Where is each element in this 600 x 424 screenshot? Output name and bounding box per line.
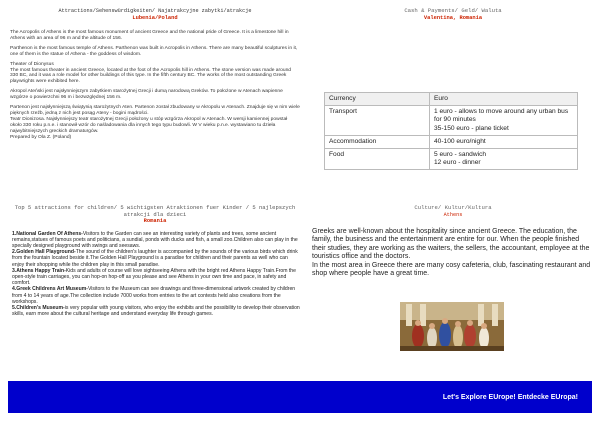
table-row [325, 135, 578, 148]
list-item-text: Visitors to the Garden can see an interesting variety of plants and trees, some ancient remains,statues of famous poets and politicians, a sundial, ponds with ducks and fish, a small zoo.Children also can play in the specially designed playground with swings and seesaws. [12, 230, 298, 249]
culture-panel [312, 205, 594, 351]
list-item-text: The sound of the children's laughter is accompanied by the sounds of the various birds which drink from the fountain located beside it.The Golden Hall Playground is a paradise for children and their parents as well who can enjoy their shopping while the children play in this small paradise. [12, 249, 298, 268]
children-panel [10, 205, 300, 351]
culture-subtitle: Athens [443, 211, 463, 218]
table-cell: 1 euro - allows to move around any urban bus for 90 minutes 35-150 euro - plane ticket [430, 106, 578, 136]
list-item-text: Visitors to the Museum can see drawings and three-dimensional artwork created by children from 4 to 14 years of age.The collection include 7000 works from entries to the art contests held also creations from the workshops. [12, 286, 296, 305]
table-header-cell: Currency [325, 93, 430, 106]
list-item [12, 268, 300, 287]
list-item [12, 249, 300, 268]
list-item-head: 1.National Garden Of Athens- [12, 230, 83, 237]
list-item [12, 286, 300, 305]
table-cell: 5 euro - sandwich 12 euro - dinner [430, 149, 578, 170]
culture-body [312, 228, 594, 278]
money-table [324, 92, 578, 170]
attractions-paragraph: Partenon jest najsłynniejszą świątynią starożytnych Aten. Partenon został zbudowany w Akropolu w Atenach. Znajduje się w nim wiele pięknych rzeźb, jedną z nich jest posąg Ateny - bogini mądrości. [10, 105, 300, 116]
attractions-subtitle: Lubenia/Poland [132, 14, 178, 21]
culture-title: Culture/ Kultur/Kultura [414, 205, 492, 211]
footer-banner [8, 381, 592, 413]
attractions-body [10, 30, 300, 141]
table-header-row [325, 93, 578, 106]
attractions-paragraph: Theater of Dionysus The most famous theater in ancient Greece, located at the foot of the Acropolis hill in Athens. The stone version was made around 330 BC, and it was a role model for other buildings of this type. In the fifth century BC. The works of the most outstanding Greek playwrights were exhibited here. [10, 61, 292, 85]
attractions-paragraph: Parthenon is the most famous temple of Athens. Parthenon was built in Acropolis in Athens. There are many beautiful sculptures in it, one of them is the statue of Athena - the goddess of wisdom. [10, 45, 298, 57]
table-row [325, 106, 578, 136]
list-item-head: 5.Children's Museum- [12, 304, 65, 311]
table-cell: 40-100 euro/night [430, 135, 578, 148]
footer-slogan: Let's Explore EUrope! Entdecke EUropa! [442, 393, 578, 401]
money-title: Cash & Payments/ Geld/ Waluta [404, 7, 502, 14]
list-item [12, 231, 300, 250]
attractions-title: Attractions/Sehenswürdigkeiten/ Najatrakcyjne zabytki/atrakcje [58, 8, 252, 14]
table-cell: Transport [325, 106, 430, 136]
money-subtitle: Valentina, Romania [423, 14, 483, 21]
list-item-head: 3.Athens Happy Train- [12, 267, 66, 274]
list-item-head: 2.Golden Hall Playground- [12, 249, 76, 256]
list-item-text: is very popular with young visitors, who enjoy the exhibits and the possibility to develop their observation skills, earn more about the cultural heritage and understand everyday life through games. [12, 304, 300, 318]
greek-painting-image [400, 302, 504, 351]
money-panel [312, 8, 594, 198]
table-cell: Accommodation [325, 135, 430, 148]
children-subtitle: Romania [143, 218, 167, 224]
table-row [325, 149, 578, 170]
culture-paragraph: In the most area in Greece there are many cosy cafeteria, club, fascinating restaurant and shop where people have a great time. [312, 261, 591, 278]
attractions-paragraph: Teatr Dionizosa. Najsłynniejszy teatr starożytnej Grecji położony u stóp wzgórza Akropol w Atenach. W wersji kamiennej powstał około 330 roku p.n.e. i stanowił wzór do naśladowania dla innych tego typu budowli. W V wieku p.n.e. wystawiano tu dzieła najwybitniejszych greckich dramaturgów. [10, 116, 288, 134]
table-cell: Food [325, 149, 430, 170]
children-title: Top 5 attractions for children/ 5 wichtigsten Atraktionen fuer Kinder / 5 najlepszych atrakcji dla dzieci [14, 205, 296, 218]
attractions-credit: Prepared by Ola Z. (Poland) [10, 134, 72, 140]
attractions-paragraph: Akropol Ateński jest najsłynniejszym zabytkiem starożytnej Grecji i dumą narodową Greków. To położone w Atenach wapienne wzgórze o powierzchni 96 m i bezwzględnej 156 m. [10, 89, 283, 101]
list-item-head: 4.Greek Childrens Art Museum- [12, 286, 88, 293]
table-header-cell: Euro [430, 93, 578, 106]
attractions-paragraph: The Acropolis of Athens is the most famous monument of ancient Greece and the national pride of Greece. It is a limestone hill in Athens with an area of 96 m and the altitude of 156. [10, 30, 289, 41]
list-item [12, 305, 300, 317]
culture-paragraph: Greeks are well-known about the hospitality since ancient Greece. The education, the family, the business and the entertainment are entire for our. When the people finished their studies, they are working as the waiters, the sellers, the accountant, employee at the touristics office and the doctors. [312, 228, 590, 261]
list-item-text: Kids and adults of course will love sightseeing Athens with the bright red Athens Happy Train.From the open-style train carriages, you can hop-on hop-off as you please and see Athens in your own time and pace, in safety and comfort. [12, 267, 296, 287]
attractions-panel [10, 8, 300, 198]
children-list [10, 231, 300, 318]
